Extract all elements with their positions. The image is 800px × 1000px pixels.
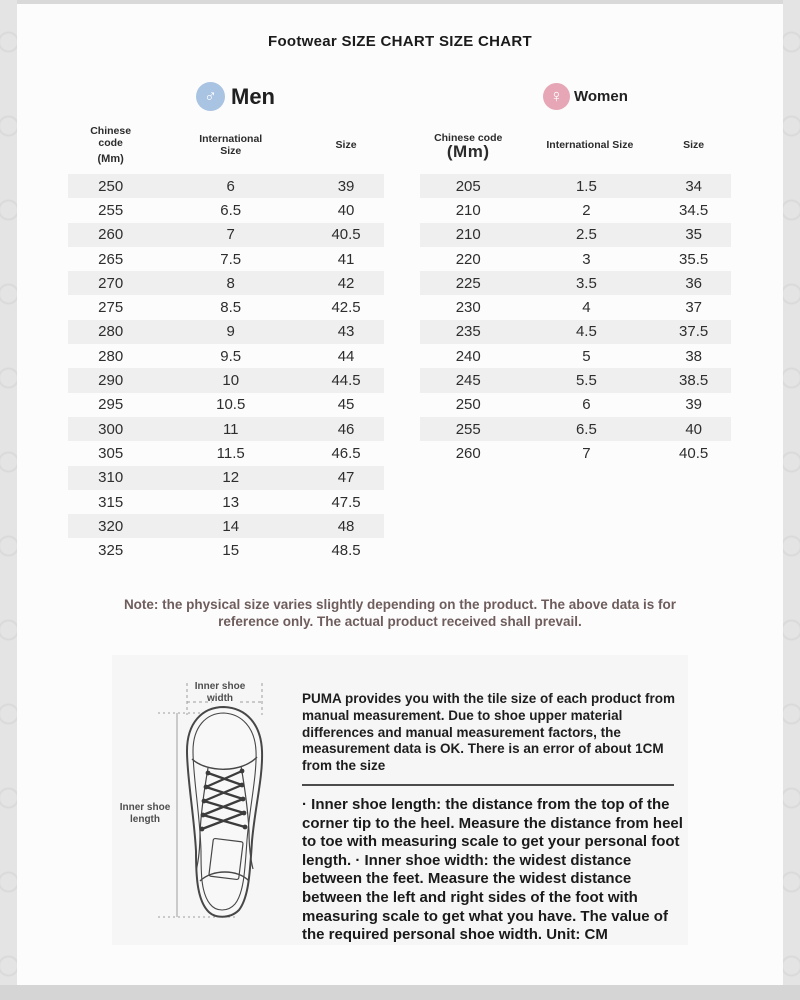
table-cell: 36 bbox=[685, 274, 702, 292]
column-header-chinese-code bbox=[420, 132, 516, 161]
table-cell: 250 bbox=[98, 177, 124, 195]
chinese-code-text: Chinese code bbox=[90, 125, 132, 149]
table-cell: 40.5 bbox=[679, 444, 709, 462]
inner-shoe-length-label: Inner shoe length bbox=[119, 802, 171, 825]
measurement-panel bbox=[112, 655, 688, 945]
column-header-chinese-code bbox=[68, 125, 153, 165]
table-cell: 280 bbox=[98, 347, 124, 365]
left-border-decoration bbox=[0, 0, 17, 1000]
table-cell: 250 bbox=[455, 396, 481, 414]
table-cell: 210 bbox=[455, 226, 481, 244]
women-section-header bbox=[543, 83, 628, 110]
table-row bbox=[68, 490, 384, 514]
table-cell: 2 bbox=[582, 201, 591, 219]
women-label: Women bbox=[574, 88, 628, 105]
table-row bbox=[420, 344, 731, 368]
table-cell: 48 bbox=[337, 517, 355, 535]
table-cell: 46 bbox=[337, 420, 355, 438]
table-row bbox=[420, 393, 731, 417]
table-cell: 275 bbox=[98, 299, 124, 317]
table-row bbox=[420, 174, 731, 198]
women-rows bbox=[420, 174, 731, 466]
table-row bbox=[68, 368, 384, 392]
table-row bbox=[420, 198, 731, 222]
table-cell: 245 bbox=[455, 372, 481, 390]
table-cell: 235 bbox=[455, 323, 481, 341]
table-cell: 6.5 bbox=[220, 201, 242, 219]
note-text bbox=[80, 596, 720, 630]
men-label: Men bbox=[231, 83, 275, 109]
mm-text: (Mm) bbox=[97, 153, 124, 165]
chinese-code-text: Chinese code bbox=[434, 132, 503, 144]
table-cell: 3.5 bbox=[575, 274, 597, 292]
table-cell: 325 bbox=[98, 542, 124, 560]
table-row bbox=[68, 417, 384, 441]
table-cell: 280 bbox=[98, 323, 124, 341]
men-column-headers bbox=[68, 120, 384, 170]
column-header-international-size bbox=[516, 139, 656, 151]
right-border-decoration bbox=[783, 0, 800, 1000]
table-row bbox=[68, 198, 384, 222]
table-cell: 6 bbox=[582, 396, 591, 414]
table-cell: 210 bbox=[455, 201, 481, 219]
table-cell: 310 bbox=[98, 469, 124, 487]
measurement-description: PUMA provides you with the tile size of each product from manual measurement. Due to shoe upper material differences and manual measurement factors, the measurement data is OK. There is an error of about 1CM from the size bbox=[302, 691, 676, 774]
table-row bbox=[68, 538, 384, 562]
table-cell: 15 bbox=[222, 542, 240, 560]
table-row bbox=[68, 393, 384, 417]
table-cell: 205 bbox=[455, 177, 481, 195]
table-cell: 34 bbox=[685, 177, 702, 195]
table-cell: 34.5 bbox=[679, 201, 709, 219]
table-cell: 230 bbox=[455, 299, 481, 317]
table-cell: 11.5 bbox=[216, 444, 245, 462]
table-cell: 7 bbox=[582, 444, 591, 462]
table-row bbox=[68, 271, 384, 295]
table-cell: 48.5 bbox=[331, 542, 361, 560]
table-cell: 13 bbox=[222, 493, 240, 511]
top-border-decoration bbox=[0, 0, 800, 4]
table-cell: 38 bbox=[685, 347, 702, 365]
table-row bbox=[420, 368, 731, 392]
table-cell: 7 bbox=[226, 226, 235, 244]
table-cell: 47 bbox=[337, 469, 355, 487]
table-cell: 40 bbox=[337, 201, 355, 219]
table-row bbox=[420, 441, 731, 465]
table-cell: 37.5 bbox=[679, 323, 709, 341]
table-cell: 40 bbox=[685, 420, 702, 438]
table-cell: 8 bbox=[226, 274, 235, 292]
table-cell: 40.5 bbox=[331, 226, 361, 244]
table-cell: 45 bbox=[337, 396, 355, 414]
table-cell: 39 bbox=[337, 177, 355, 195]
table-cell: 35 bbox=[685, 226, 702, 244]
table-cell: 10 bbox=[222, 372, 240, 390]
table-cell: 265 bbox=[98, 250, 124, 268]
table-row bbox=[68, 174, 384, 198]
female-icon bbox=[543, 83, 570, 110]
table-cell: 10.5 bbox=[216, 396, 246, 414]
table-cell: 220 bbox=[455, 250, 481, 268]
international-size-text: International Size bbox=[199, 133, 263, 157]
table-cell: 260 bbox=[98, 226, 124, 244]
measurement-text-column bbox=[302, 691, 686, 945]
table-cell: 42.5 bbox=[331, 299, 361, 317]
bottom-border-decoration bbox=[0, 985, 800, 1000]
mm-text: (Mm) bbox=[446, 142, 490, 161]
table-cell: 270 bbox=[98, 274, 124, 292]
divider-line bbox=[302, 784, 674, 786]
column-header-international-size bbox=[153, 133, 308, 157]
table-row bbox=[68, 223, 384, 247]
table-cell: 9.5 bbox=[220, 347, 242, 365]
table-cell: 1.5 bbox=[575, 177, 597, 195]
women-column-headers bbox=[420, 120, 731, 170]
table-cell: 4 bbox=[582, 299, 591, 317]
table-cell: 295 bbox=[98, 396, 124, 414]
table-row bbox=[68, 441, 384, 465]
table-cell: 42 bbox=[337, 274, 355, 292]
table-cell: 11 bbox=[222, 420, 239, 438]
table-cell: 44.5 bbox=[331, 372, 361, 390]
measurement-instructions: · Inner shoe length: the distance from the top of the corner tip to the heel. Measure the distance from heel to toe with measuring scale to get your personal foot length. · Inner shoe width: the widest distance between the feet. Measure the widest distance between the left and right sides of the foot with measuring scale to get what you have. The value of the required personal shoe width. Unit: CM bbox=[302, 795, 683, 944]
international-size-text: International Size bbox=[546, 139, 634, 151]
column-header-size: Size bbox=[335, 139, 357, 151]
page-title: Footwear SIZE CHART SIZE CHART bbox=[267, 33, 532, 50]
table-cell: 4.5 bbox=[575, 323, 597, 341]
table-cell: 47.5 bbox=[331, 493, 361, 511]
table-cell: 12 bbox=[222, 469, 240, 487]
table-cell: 320 bbox=[98, 517, 124, 535]
table-cell: 255 bbox=[98, 201, 124, 219]
male-icon bbox=[196, 82, 225, 111]
table-cell: 14 bbox=[222, 517, 240, 535]
table-cell: 8.5 bbox=[220, 299, 242, 317]
table-row bbox=[68, 247, 384, 271]
female-symbol: ♀ bbox=[549, 86, 564, 106]
table-cell: 41 bbox=[337, 250, 355, 268]
table-cell: 255 bbox=[455, 420, 481, 438]
table-row bbox=[68, 295, 384, 319]
men-rows bbox=[68, 174, 384, 563]
table-cell: 46.5 bbox=[331, 444, 361, 462]
table-cell: 5.5 bbox=[575, 372, 597, 390]
table-cell: 305 bbox=[98, 444, 124, 462]
table-cell: 3 bbox=[582, 250, 591, 268]
table-cell: 6.5 bbox=[575, 420, 597, 438]
table-cell: 260 bbox=[455, 444, 481, 462]
men-section-header bbox=[196, 82, 275, 111]
table-row bbox=[68, 514, 384, 538]
table-row bbox=[420, 247, 731, 271]
table-row bbox=[420, 320, 731, 344]
table-cell: 37 bbox=[685, 299, 702, 317]
table-cell: 35.5 bbox=[679, 250, 709, 268]
table-row bbox=[420, 271, 731, 295]
table-cell: 38.5 bbox=[679, 372, 709, 390]
table-cell: 240 bbox=[455, 347, 481, 365]
table-row bbox=[68, 466, 384, 490]
table-row bbox=[68, 344, 384, 368]
table-cell: 225 bbox=[455, 274, 481, 292]
table-row bbox=[420, 295, 731, 319]
table-cell: 5 bbox=[582, 347, 591, 365]
table-cell: 6 bbox=[226, 177, 235, 195]
table-cell: 300 bbox=[98, 420, 124, 438]
inner-shoe-width-label: Inner shoe width bbox=[194, 681, 246, 704]
table-cell: 44 bbox=[337, 347, 355, 365]
table-row bbox=[420, 223, 731, 247]
table-cell: 315 bbox=[98, 493, 124, 511]
table-cell: 7.5 bbox=[220, 250, 242, 268]
note-line-1: Note: the physical size varies slightly depending on the product. The above data is for bbox=[123, 597, 677, 612]
table-cell: 290 bbox=[98, 372, 124, 390]
table-cell: 43 bbox=[337, 323, 355, 341]
table-cell: 9 bbox=[226, 323, 235, 341]
male-symbol: ♂ bbox=[204, 86, 217, 106]
table-cell: 39 bbox=[685, 396, 702, 414]
table-row bbox=[420, 417, 731, 441]
table-row bbox=[68, 320, 384, 344]
note-line-2: reference only. The actual product received shall prevail. bbox=[218, 614, 582, 629]
table-cell: 2.5 bbox=[575, 226, 597, 244]
column-header-size: Size bbox=[683, 139, 705, 151]
